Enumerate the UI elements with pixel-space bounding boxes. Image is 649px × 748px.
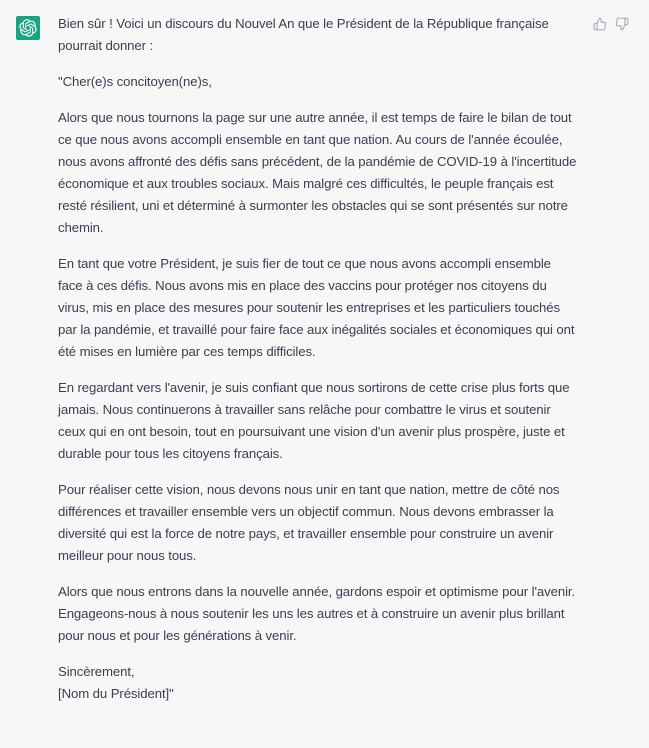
speech-paragraph: Pour réaliser cette vision, nous devons nous unir en tant que nation, mettre de côté nos différences et travailler ensemble vers un objectif commun. Nous devons embrasser la diversité qui est la force de notre pays, et travailler ensemble pour construire un avenir meilleur pour nous tous. xyxy=(58,482,560,563)
speech-paragraph: En tant que votre Président, je suis fier de tout ce que nous avons accompli ensemble face à ces défis. Nous avons mis en place des vaccins pour protéger nos citoyens du virus, mis en place des mesures pour soutenir les entreprises et les particuliers touchés par la pandémie, et travaillé pour faire face aux inégalités sociales et économiques qui ont été mises en lumière par ces temps difficiles. xyxy=(58,256,575,359)
speech-salutation: "Cher(e)s concitoyen(ne)s, xyxy=(58,74,212,89)
assistant-avatar xyxy=(16,16,40,40)
thumbs-up-button[interactable] xyxy=(593,16,607,32)
speech-paragraph: En regardant vers l'avenir, je suis confiant que nous sortirons de cette crise plus forts que jamais. Nous continuerons à travailler sans relâche pour combattre le virus et soutenir ceux qui en ont besoin, tout en poursuivant une vision d'un avenir plus prospère, juste et durable pour tous les citoyens français. xyxy=(58,380,570,461)
thumbs-up-icon xyxy=(593,17,607,31)
thumbs-down-button[interactable] xyxy=(615,16,629,32)
speech-signoff xyxy=(58,661,578,705)
thumbs-down-icon xyxy=(615,17,629,31)
feedback-buttons xyxy=(593,16,629,32)
message-intro: Bien sûr ! Voici un discours du Nouvel An que le Président de la République française pourrait donner : xyxy=(58,16,549,53)
speech-paragraph: Alors que nous tournons la page sur une autre année, il est temps de faire le bilan de tout ce que nous avons accompli ensemble en tant que nation. Au cours de l'année écoulée, nous avons affronté des défis sans précédent, de la pandémie de COVID-19 à l'incertitude économique et aux troubles sociaux. Mais malgré ces difficultés, le peuple français est resté résilient, uni et déterminé à surmonter les obstacles qui se sont présentés sur notre chemin. xyxy=(58,110,577,235)
message-content xyxy=(58,16,578,748)
speech-closing: Sincèrement, xyxy=(58,664,135,679)
openai-logo-icon xyxy=(19,19,37,37)
speech-paragraph: Alors que nous entrons dans la nouvelle année, gardons espoir et optimisme pour l'avenir. Engageons-nous à nous soutenir les uns les autres et à construire un avenir plus brillant pour nous et pour les générations à venir. xyxy=(58,584,576,643)
speech-signature: [Nom du Président]" xyxy=(58,686,174,701)
